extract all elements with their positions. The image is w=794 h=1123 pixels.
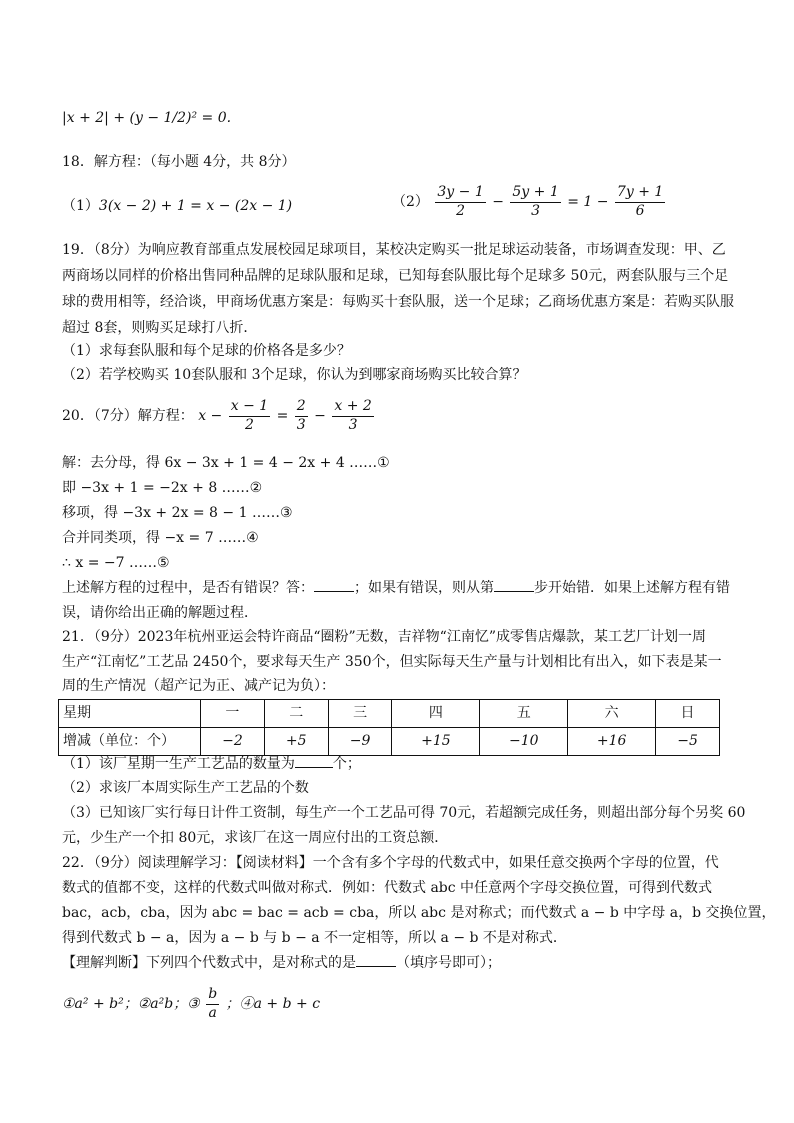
q22-line3: bac，acb，cba，因为 abc = bac = acb = cba，所以 abc 是对称式；而代数式 a − b 中字母 a，b 交换位置， — [62, 905, 776, 921]
q20-step2: 即 −3x + 1 = −2x + 8 ……② — [62, 480, 263, 496]
q22-answer-blank[interactable] — [356, 966, 396, 967]
q20-fraction-1: $\frac{x - 1}{2}$ — [230, 398, 269, 433]
table-cell: 三 — [328, 700, 392, 728]
table-cell: −9 — [328, 728, 392, 756]
q19-sub2: （2）若学校购买 10套队服和 3个足球，你认为到哪家商场购买比较合算？ — [62, 367, 527, 383]
q20-title: 20．（7分）解方程： — [62, 407, 194, 424]
production-table — [58, 699, 720, 756]
q18-title: 18．解方程：（每小题 4分，共 8分） — [62, 154, 296, 170]
q18-fraction-1: $\frac{3y - 1}{2}$ — [437, 184, 484, 219]
table-cell: 六 — [568, 700, 656, 728]
table-cell: 二 — [264, 700, 328, 728]
q19-sub1: （1）求每套队服和每个足球的价格各是多少？ — [62, 343, 351, 359]
q21-sub3-line2: 元，少生产一个扣 80元，求该厂在这一周应付出的工资总额． — [62, 830, 449, 846]
table-cell: 日 — [656, 700, 720, 728]
q20-fraction-2: $\frac{2}{3}$ — [296, 398, 306, 433]
table-cell: −5 — [656, 728, 720, 756]
q21-line3: 周的生产情况（超产记为正、减产记为负）： — [62, 678, 335, 694]
table-cell: 增减（单位：个） — [59, 728, 201, 756]
q19-line3: 球的费用相等，经洽谈，甲商场优惠方案是：每购买十套队服，送一个足球；乙商场优惠方案是：若购买队服 — [62, 294, 734, 310]
q20-step4: 合并同类项，得 −x = 7 ……④ — [62, 530, 259, 546]
q22-line2: 数式的值都不变，这样的代数式叫做对称式．例如：代数式 abc 中任意两个字母交换位置，可得到代数式 — [62, 880, 713, 896]
q20-title-row: 20．（7分）解方程： x − $\frac{x - 1}{2}$ = $\frac{2}{3}$ − $\frac{x + 2}{3}$ — [62, 398, 372, 433]
q18-sub1-equation: 3(x − 2) + 1 = x − (2x − 1) — [98, 198, 293, 214]
q20-question-line1: 上述解方程的过程中，是否有错误？答： ；如果有错误，则从第 步开始错．如果上述解方程有错 — [62, 580, 730, 596]
q20-fraction-3: $\frac{x + 2}{3}$ — [334, 398, 372, 433]
q21-answer-blank[interactable] — [295, 767, 333, 768]
table-row — [59, 700, 720, 728]
q18-fraction-2: $\frac{5y + 1}{3}$ — [512, 184, 559, 219]
q19-line2: 两商场以同样的价格出售同种品牌的足球队服和足球，已知每套队服比每个足球多 50元，两套队服与三个足 — [62, 268, 729, 284]
q20-answer-blank-2[interactable] — [494, 591, 534, 592]
table-cell: +15 — [392, 728, 480, 756]
q18-sub2-label: （2） — [392, 193, 429, 210]
table-cell: 星期 — [59, 700, 201, 728]
q18-sub1 — [62, 196, 292, 216]
table-cell: +16 — [568, 728, 656, 756]
q20-answer-blank-1[interactable] — [314, 591, 354, 592]
q18-fraction-3: $\frac{7y + 1}{6}$ — [616, 184, 664, 219]
table-cell: +5 — [264, 728, 328, 756]
q22-option-4: ；④a + b + c — [225, 995, 321, 1012]
table-row — [59, 728, 720, 756]
q19-line1: 19．（8分）为响应教育部重点发展校园足球项目，某校决定购买一批足球运动装备，市场调查发现：甲、乙 — [62, 242, 726, 258]
q22-option-3-fraction: $\frac{b}{a}$ — [208, 986, 218, 1021]
table-cell: −2 — [201, 728, 265, 756]
top-equation: |x + 2| + (y − 1/2)² = 0. — [62, 110, 232, 126]
q20-step3: 移项，得 −3x + 2x = 8 − 1 ……③ — [62, 505, 293, 521]
q18-sub2: （2） $\frac{3y - 1}{2}$ − $\frac{5y + 1}{3}$ = 1 − $\frac{7y + 1}{6}$ — [392, 184, 664, 219]
q21-sub2: （2）求该厂本周实际生产工艺品的个数 — [62, 780, 309, 796]
table-cell: 一 — [201, 700, 265, 728]
q22-option-1-2: ①a² + b²；②a²b；③ — [62, 995, 200, 1012]
table-cell: 四 — [392, 700, 480, 728]
q22-line4: 得到代数式 b − a，因为 a − b 与 b − a 不一定相等，所以 a − b 不是对称式． — [62, 930, 567, 946]
q22-judge: 【理解判断】下列四个代数式中，是对称式的是 （填序号即可）； — [62, 955, 501, 971]
table-cell: 五 — [480, 700, 568, 728]
q20-question-line2: 误，请你给出正确的解题过程． — [62, 605, 258, 621]
q21-sub3-line1: （3）已知该厂实行每日计件工资制，每生产一个工艺品可得 70元，若超额完成任务，则超出部分每个另奖 60 — [62, 805, 746, 821]
q19-line4: 超过 8套，则购买足球打八折． — [62, 320, 258, 336]
q22-line1: 22．（9分）阅读理解学习：【阅读材料】一个含有多个字母的代数式中，如果任意交换两个字母的位置，代 — [62, 855, 719, 871]
q21-line1: 21．（9分）2023年杭州亚运会特许商品“圈粉”无数，吉祥物“江南忆”成零售店爆款，某工艺厂计划一周 — [62, 629, 706, 645]
q20-step1: 解：去分母，得 6x − 3x + 1 = 4 − 2x + 4 ……① — [62, 455, 390, 471]
q21-line2: 生产“江南忆”工艺品 2450个，要求每天生产 350个，但实际每天生产量与计划相比有出入，如下表是某一 — [62, 654, 722, 670]
table-cell: −10 — [480, 728, 568, 756]
q22-options — [62, 986, 320, 1022]
q18-sub1-label: （1） — [62, 198, 99, 214]
q20-step5: ∴ x = −7 ……⑤ — [62, 555, 170, 571]
q21-sub1: （1）该厂星期一生产工艺品的数量为 个； — [62, 756, 361, 772]
